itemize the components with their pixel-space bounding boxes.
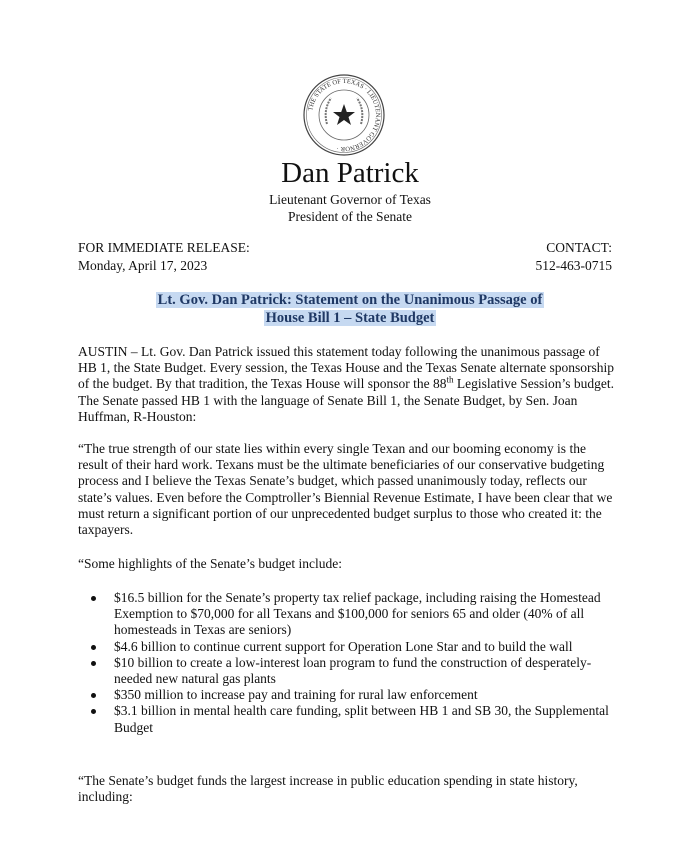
press-release-title <box>0 291 700 327</box>
contact-info <box>536 239 613 274</box>
title-line-2: House Bill 1 – State Budget <box>265 310 435 326</box>
list-item: $350 million to increase pay and training for rural law enforcement <box>78 687 618 703</box>
education-text: “The Senate’s budget funds the largest increase in public education spending in state history, including: <box>78 773 578 805</box>
svg-text:THE STATE OF TEXAS · LIEUTENAN: THE STATE OF TEXAS · LIEUTENANT GOVERNOR · <box>307 77 382 153</box>
intro-text-b: Legislative Session’s budget. The Senate passed HB 1 with the language of Senate Bill 1, the Senate Budget, by Sen. Joan Huffman, R-Houston: <box>78 376 615 424</box>
highlights-intro-text: “Some highlights of the Senate’s budget include: <box>78 556 342 571</box>
paragraph-quote <box>78 441 618 538</box>
paragraph-education <box>78 773 618 805</box>
intro-superscript: th <box>446 374 454 385</box>
quote-text: “The true strength of our state lies within every single Texan and our booming economy is the result of their hard work. Texans must be the ultimate beneficiaries of our conservative budgeting process and I believe the Texas Senate’s budget, which passed unanimously today, reflects our state’s values. Even before the Comptroller’s Biennial Revenue Estimate, I have been clear that we must return a significant portion of our unprecedented budget surplus to those who created it: the taxpayers. <box>78 441 613 538</box>
state-seal-logo <box>303 74 385 156</box>
paragraph-intro <box>78 344 618 425</box>
contact-label: CONTACT: <box>546 240 612 255</box>
governor-titles <box>0 191 700 225</box>
governor-name: Dan Patrick <box>281 157 419 189</box>
title-line-1: Lt. Gov. Dan Patrick: Statement on the Unanimous Passage of <box>157 292 543 308</box>
list-item: $10 billion to create a low-interest loan program to fund the construction of desperately-needed new natural gas plants <box>78 655 618 687</box>
subtitle-office: Lieutenant Governor of Texas <box>269 192 431 207</box>
paragraph-highlights-intro <box>78 556 618 572</box>
release-label: FOR IMMEDIATE RELEASE: <box>78 240 250 255</box>
contact-phone: 512-463-0715 <box>535 257 612 273</box>
highlights-list <box>78 590 618 736</box>
release-info <box>78 239 250 274</box>
intro-text-a: AUSTIN – Lt. Gov. Dan Patrick issued this statement today following the unanimous passage of HB 1, the State Budget. Every session, the Texas House and the Texas Senate alternate sponsorship of the budget. By that tradition, the Texas House will sponsor the 88 <box>78 344 614 392</box>
release-date: Monday, April 17, 2023 <box>78 257 208 273</box>
list-item: $16.5 billion for the Senate’s property tax relief package, including raising the Homestead Exemption to $70,000 for all Texans and $100,000 for seniors 65 and older (40% of all homesteads in Texas are seniors) <box>78 590 618 639</box>
list-item: $4.6 billion to continue current support for Operation Lone Star and to build the wall <box>78 639 618 655</box>
subtitle-senate: President of the Senate <box>287 209 413 224</box>
list-item: $3.1 billion in mental health care funding, split between HB 1 and SB 30, the Supplemental Budget <box>78 703 618 735</box>
